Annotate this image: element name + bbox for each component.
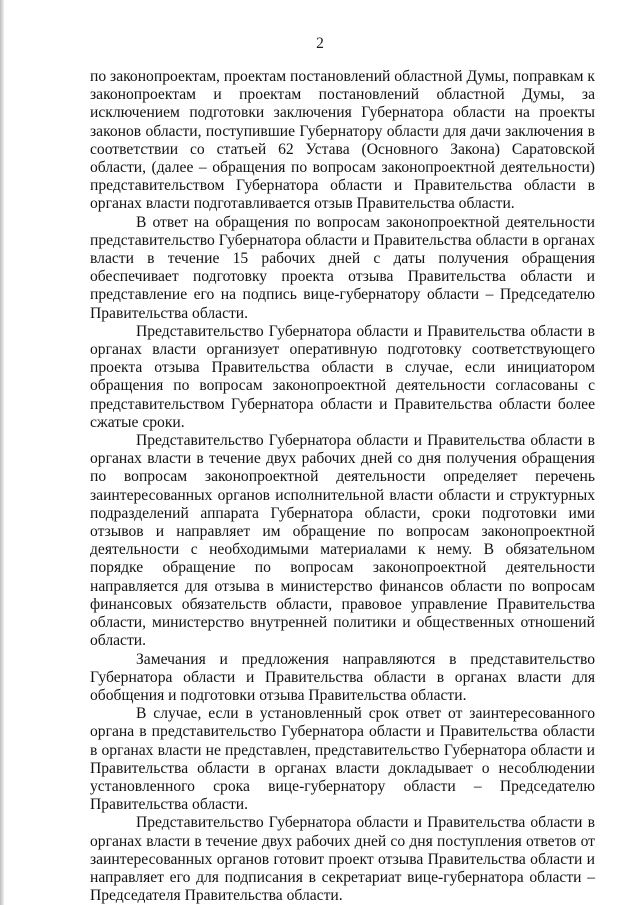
page-number: 2 (316, 35, 324, 52)
paragraph: Представительство Губернатора области и Правительства области в органах власти в течение двух рабочих дней со дня получения обращения по вопросам законопроектной деятельности определяет перечень заинтересованных органов исполнительной власти области и структурных подразделений аппарата Губернатора области, сроки подготовки ими отзывов и направляет им обращение по вопросам законопроектной деятельности с необходимыми материалами к нему. В обязательном порядке обращение по вопросам законопроектной деятельности направляется для отзыва в министерство финансов области по вопросам финансовых обязательств области, правовое управление Правительства области, министерство внутренней политики и общественных отношений области. (90, 432, 595, 650)
scan-edge-shadow (0, 0, 4, 905)
document-body (90, 68, 595, 905)
paragraph: Представительство Губернатора области и Правительства области в органах власти в течение двух рабочих дней со дня поступления ответов от заинтересованных органов готовит проект отзыва Правительства области и направляет его для подписания в секретариат вице-губернатора области – Председателя Правительства области. (90, 814, 595, 905)
paragraph: Представительство Губернатора области и Правительства области в органах власти организует оперативную подготовку соответствующего проекта отзыва Правительства области в случае, если инициатором обращения по вопросам законопроектной деятельности согласованы с представительством Губернатора области и Правительства области более сжатые сроки. (90, 322, 595, 431)
paragraph: В случае, если в установленный срок ответ от заинтересованного органа в представительство Губернатора области и Правительства области в органах власти не представлен, представительство Губернатора области и Правительства области в органах власти докладывает о несоблюдении установленного срока вице-губернатору области – Председателю Правительства области. (90, 705, 595, 814)
paragraph: Замечания и предложения направляются в представительство Губернатора области и Правительства области в органах власти для обобщения и подготовки отзыва Правительства области. (90, 650, 595, 704)
paragraph-continuation: по законопроектам, проектам постановлений областной Думы, поправкам к законопроектам и проектам постановлений областной Думы, за исключением подготовки заключения Губернатора области на проекты законов области, поступившие Губернатору области для дачи заключения в соответствии со статьей 62 Устава (Основного Закона) Саратовской области, (далее – обращения по вопросам законопроектной деятельности) представительством Губернатора области и Правительства области в органах власти подготавливается отзыв Правительства области. (90, 68, 595, 213)
paragraph: В ответ на обращения по вопросам законопроектной деятельности представительство Губернатора области и Правительства области в органах власти в течение 15 рабочих дней с даты получения обращения обеспечивает подготовку проекта отзыва Правительства области и представление его на подпись вице-губернатору области – Председателю Правительства области. (90, 213, 595, 322)
